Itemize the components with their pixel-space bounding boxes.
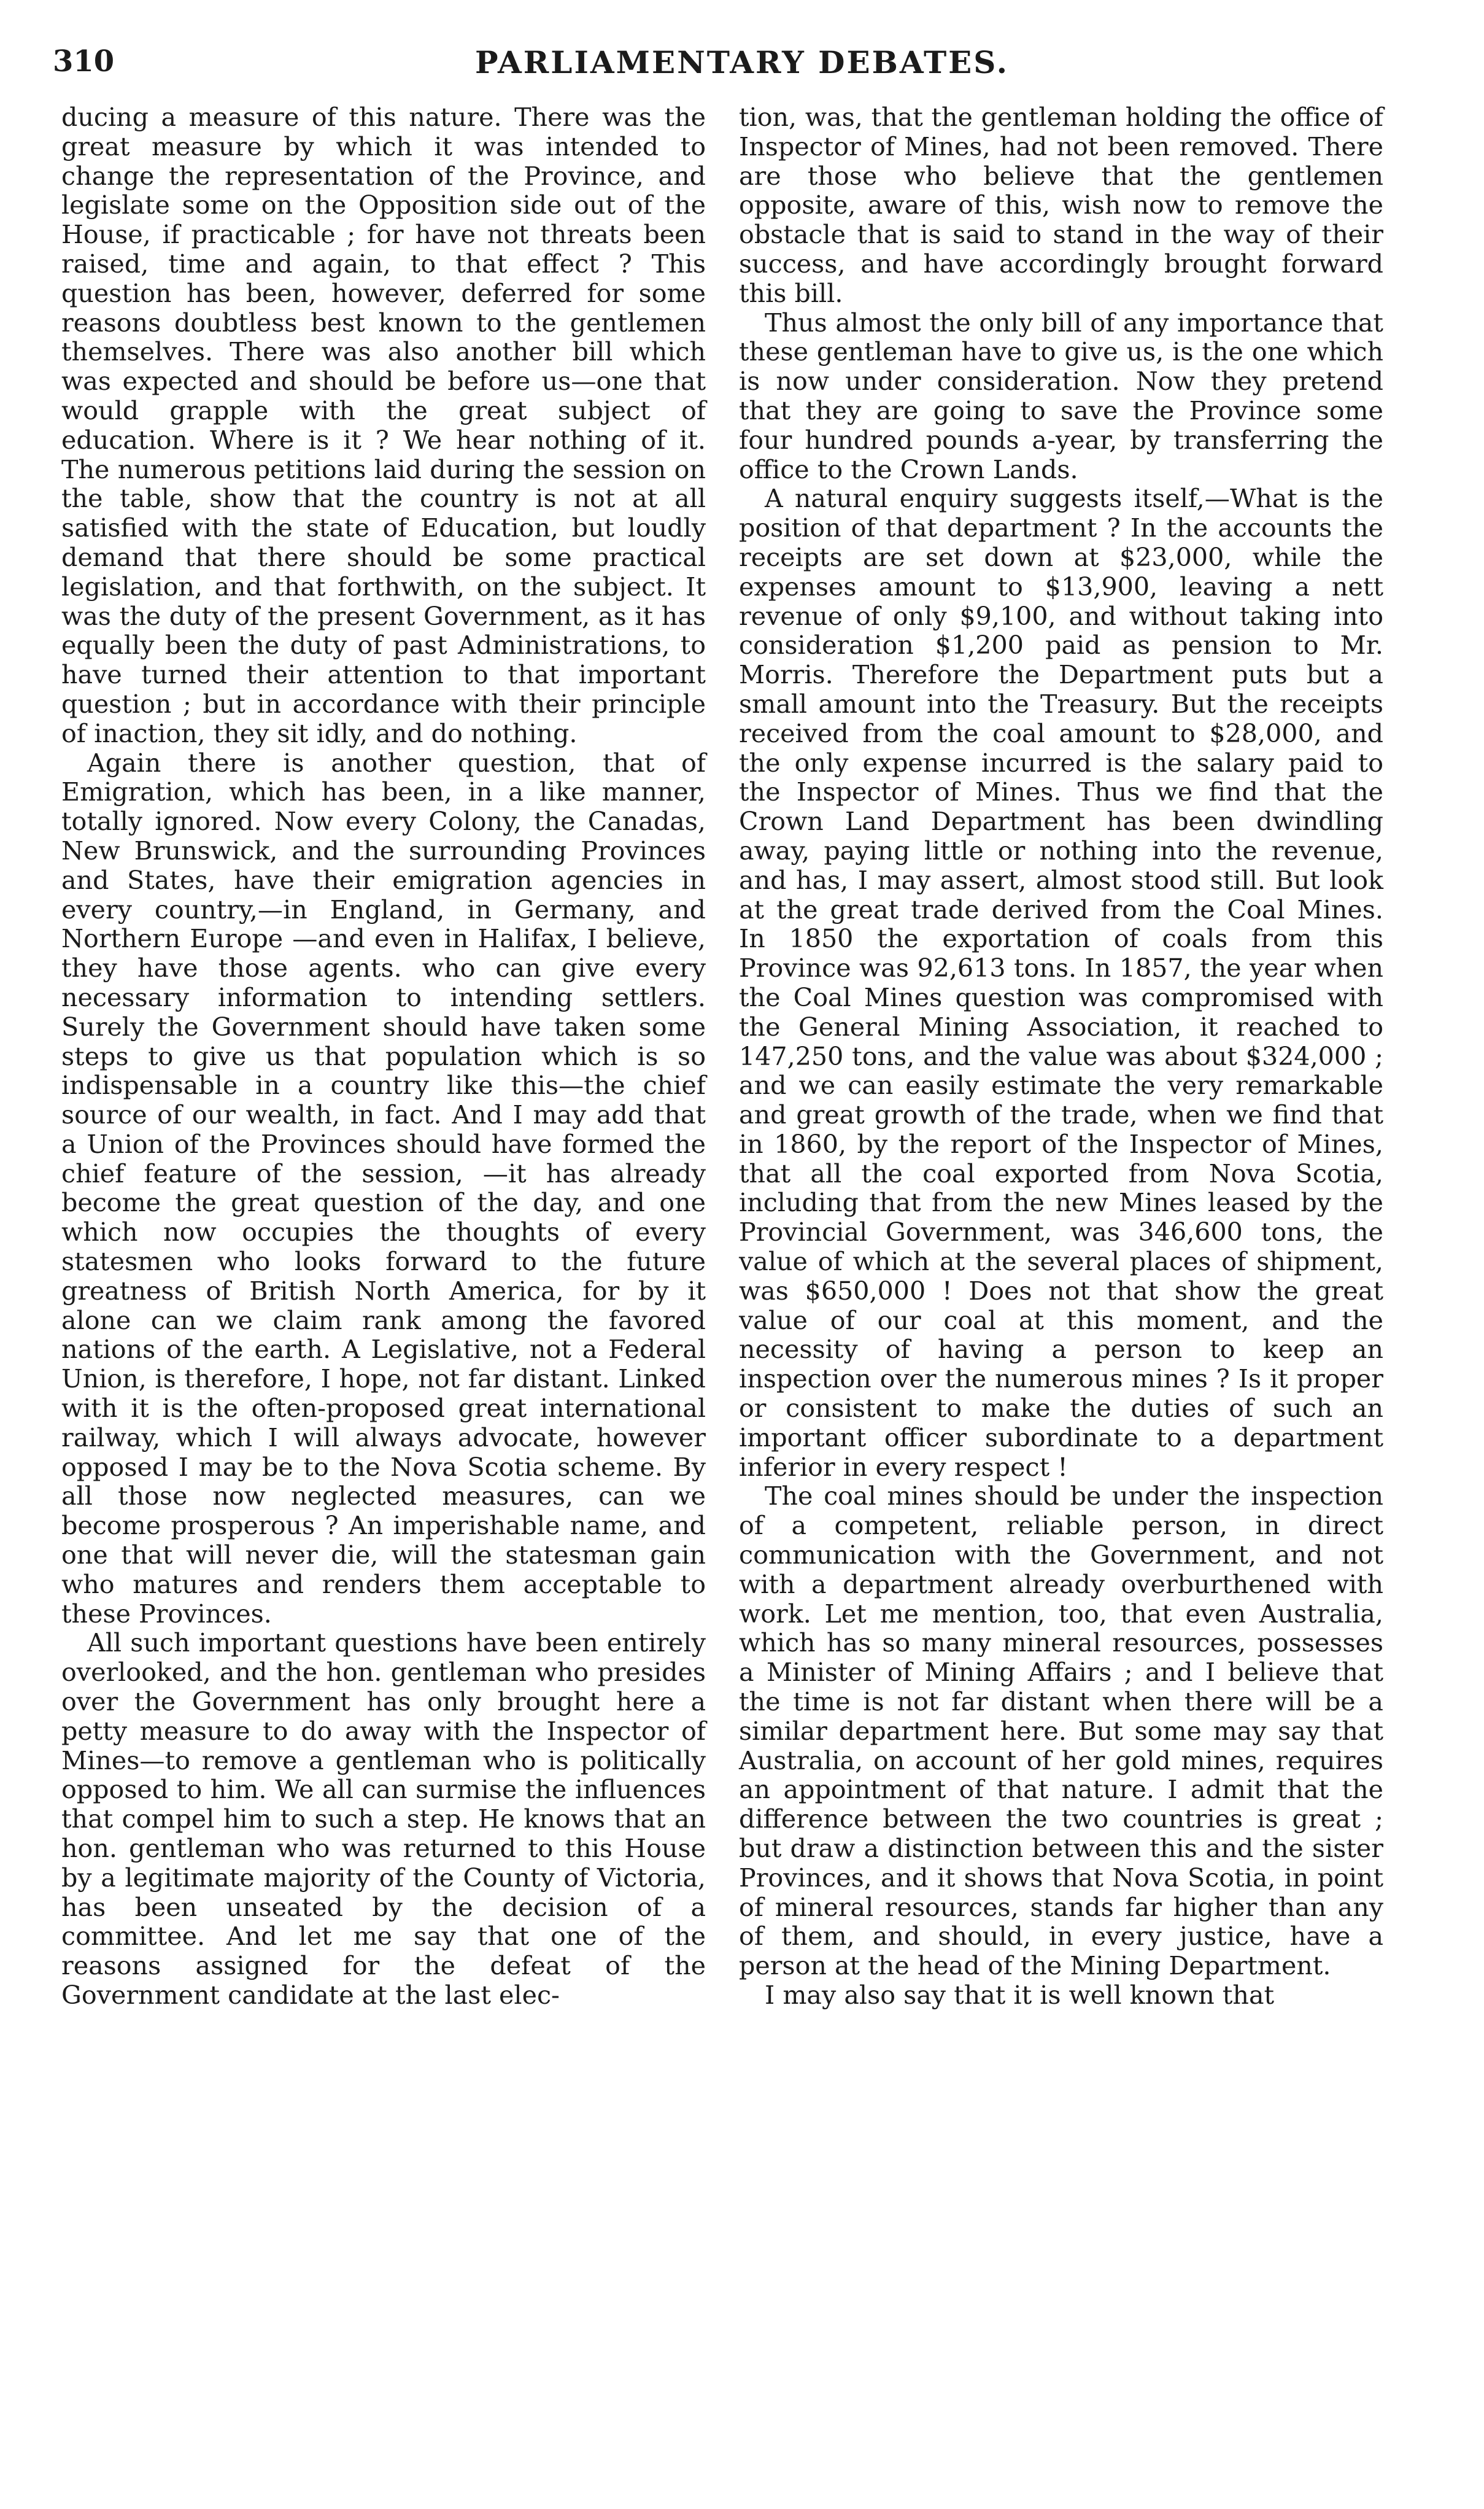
paragraph: ducing a measure of this nature. There was the great measure by which it was intended to change the representation of the Province, and legislate some on the Opposition side out of the House, if practicable ; for have not threats been raised, time and again, to that effect ? This question has been, however, deferred for some reasons doubtless best known to the gentlemen themselves. There was also another bill which was expected and should be before us—one that would grapple with the great subject of education. Where is it ? We hear nothing of it. The numerous petitions laid during the session on the table, show that the country is not at all satisfied with the state of Education, but loudly demand that there should be some practical legislation, and that forthwith, on the subject. It was the duty of the present Government, as it has equally been the duty of past Administrations, to have turned their attention to that important question ; but in accordance with their principle of inaction, they sit idly, and do nothing. [61,103,706,748]
page-number: 310 [53,44,115,79]
paragraph: All such important questions have been entirely overlooked, and the hon. gentleman who presides over the Government has only brought here a petty measure to do away with the Inspector of Mines—to remove a gentleman who is politically opposed to him. We all can surmise the influences that compel him to such a step. He knows that an hon. gentleman who was returned to this House by a legitimate majority of the County of Victoria, has been unseated by the decision of a committee. And let me say that one of the reasons assigned for the defeat of the Government candidate at the last elec- [61,1628,706,2010]
paragraph: Again there is another question, that of Emigration, which has been, in a like manner, totally ignored. Now every Colony, the Canadas, New Brunswick, and the surrounding Provinces and States, have their emigration agencies in every country,—in England, in Germany, and Northern Europe —and even in Halifax, I believe, they have those agents. who can give every necessary information to intending settlers. Surely the Government should have taken some steps to give us that population which is so indispensable in a country like this—the chief source of our wealth, in fact. And I may add that a Union of the Provinces should have formed the chief feature of the session, —it has already become the great question of the day, and one which now occupies the thoughts of every statesmen who looks forward to the future greatness of British North America, for by it alone can we claim rank among the favored nations of the earth. A Legislative, not a Federal Union, is therefore, I hope, not far distant. Linked with it is the often-proposed great international railway, which I will always advocate, however opposed I may be to the Nova Scotia scheme. By all those now neglected measures, can we become prosperous ? An imperishable name, and one that will never die, will the statesman gain who matures and renders them acceptable to these Provinces. [61,748,706,1629]
paragraph: The coal mines should be under the inspection of a competent, reliable person, in direct communication with the Government, and not with a department already overburthened with work. Let me mention, too, that even Australia, which has so many mineral resources, possesses a Minister of Mining Affairs ; and I believe that the time is not far distant when there will be a similar department here. But some may say that Australia, on account of her gold mines, requires an appointment of that nature. I admit that the difference between the two countries is great ; but draw a distinction between this and the sister Provinces, and it shows that Nova Scotia, in point of mineral resources, stands far higher than any of them, and should, in every justice, have a person at the head of the Mining Department. [739,1481,1383,1981]
paragraph: tion, was, that the gentleman holding the office of Inspector of Mines, had not been removed. There are those who believe that the gentlemen opposite, aware of this, wish now to remove the obstacle that is said to stand in the way of their success, and have accordingly brought forward this bill. [739,103,1383,308]
right-column [739,103,1383,2011]
paragraph: Thus almost the only bill of any importance that these gentleman have to give us, is the one which is now under consideration. Now they pretend that they are going to save the Province some four hundred pounds a-year, by transferring the office to the Crown Lands. [739,308,1383,484]
page-header [48,44,1436,87]
running-title: PARLIAMENTARY DEBATES. [474,44,1010,80]
paragraph: A natural enquiry suggests itself,—What is the position of that department ? In the accounts the receipts are set down at $23,000, while the expenses amount to $13,900, leaving a nett revenue of only $9,100, and without taking into consideration $1,200 paid as pension to Mr. Morris. Therefore the Department puts but a small amount into the Treasury. But the receipts received from the coal amount to $28,000, and the only expense incurred is the salary paid to the Inspector of Mines. Thus we find that the Crown Land Department has been dwindling away, paying little or nothing into the revenue, and has, I may assert, almost stood still. But look at the great trade derived from the Coal Mines. In 1850 the exportation of coals from this Province was 92,613 tons. In 1857, the year when the Coal Mines question was compromised with the General Mining Association, it reached to 147,250 tons, and the value was about $324,000 ; and we can easily estimate the very remarkable and great growth of the trade, when we find that in 1860, by the report of the Inspector of Mines, that all the coal exported from Nova Scotia, including that from the new Mines leased by the Provincial Government, was 346,600 tons, the value of which at the several places of shipment, was $650,000 ! Does not that show the great value of our coal at this moment, and the necessity of having a person to keep an inspection over the numerous mines ? Is it proper or consistent to make the duties of such an important officer subordinate to a department inferior in every respect ! [739,484,1383,1482]
paragraph: I may also say that it is well known that [765,1980,1275,2010]
left-column [61,103,706,2011]
